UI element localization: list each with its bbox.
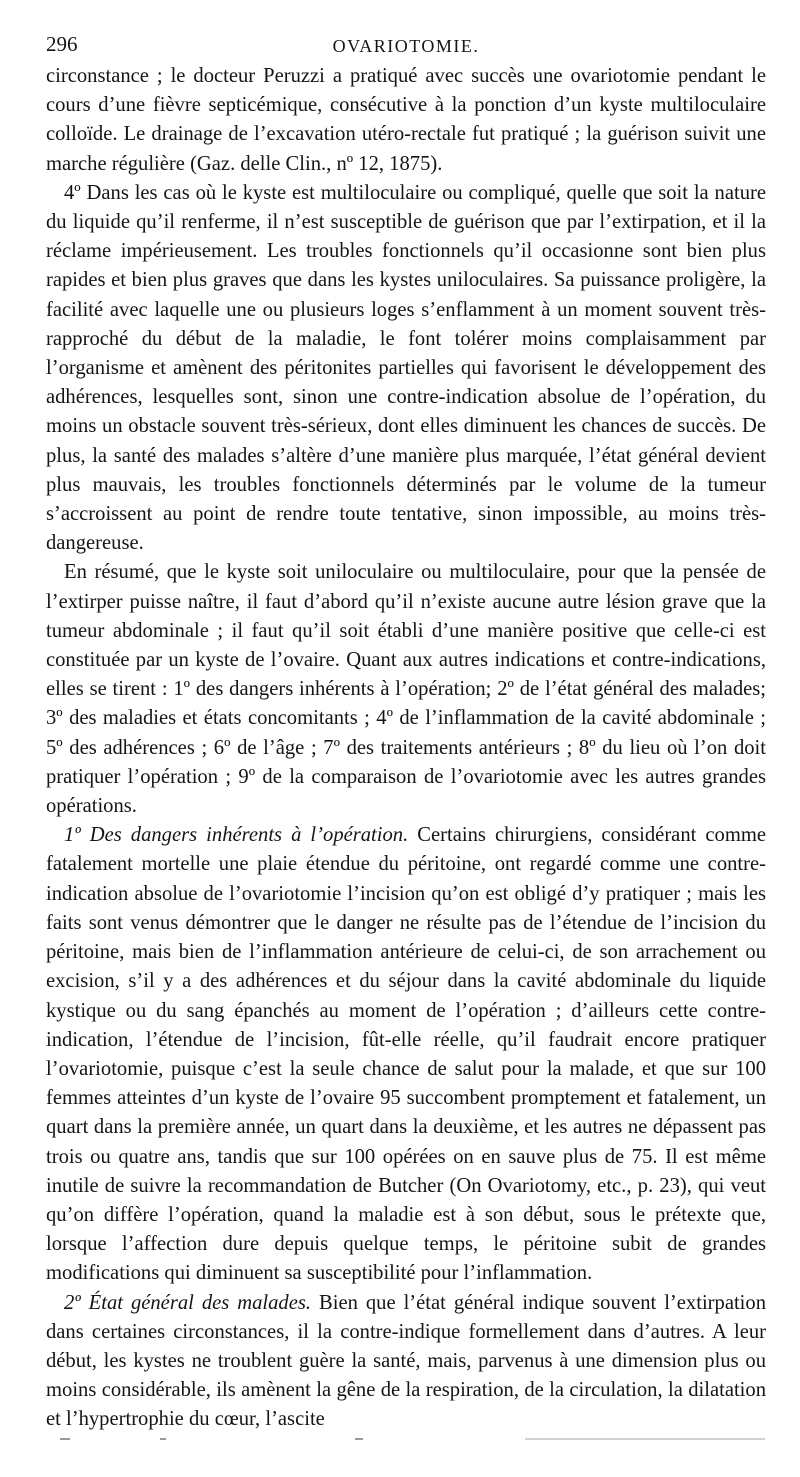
scan-artifact-marks [60,1438,760,1442]
book-page [46,26,766,1435]
paragraph-text: Bien que l’état général indique souvent l’extirpation dans certaines circonstances, il la contre-indique formellement dans d’autres. A leur début, les kystes ne troublent guère la santé, mais, parvenus à une dimension plus ou moins considérable, ils amènent la gêne de la respiration, de la circulation, la dilatation et l’hypertrophie du cœur, l’ascite [46,1291,766,1431]
section-heading: 2º État général des malades. [64,1291,312,1314]
paragraph-dangers [46,821,766,1288]
paragraph-text: En résumé, que le kyste soit uniloculaire ou multiloculaire, pour que la pensée de l’extirper puisse naître, il faut d’abord qu’il n’existe aucune autre lésion grave que la tumeur abdominale ; il faut qu’il soit établi d’une manière positive que celle-ci est constituée par un kyste de l’ovaire. Quant aux autres indications et contre-indications, elles se tirent : 1º des dangers inhérents à l’opération; 2º de l’état général des malades; 3º des maladies et états concomitants ; 4º de l’inflammation de la cavité abdominale ; 5º des adhérences ; 6º de l’âge ; 7º des traitements antérieurs ; 8º du lieu où l’on doit pratiquer l’opération ; 9º de la comparaison de l’ovariotomie avec les autres grandes opérations. [46,561,766,818]
paragraph-text: Certains chirurgiens, considérant comme fatalement mortelle une plaie étendue du péritoine, ont regardé comme une contre-indication absolue de l’ovariotomie l’incision qu’on est obligé d’y pratiquer ; mais les faits sont venus démontrer que le danger ne résulte pas de l’étendue de l’incision du péritoine, mais bien de l’inflammation antérieure de celui-ci, de son arrachement ou excision, s’il y a des adhérences et du séjour dans la cavité abdominale du liquide kystique ou du sang épanchés au moment de l’opération ; d’ailleurs cette contre-indication, l’étendue de l’incision, fût-elle réelle, qu’il faudrait encore pratiquer l’ovariotomie, puisque c’est la seule chance de salut pour la malade, et que sur 100 femmes atteintes d’un kyste de l’ovaire 95 succombent promptement et fatalement, un quart dans la première année, un quart dans la deuxième, et les autres ne dépassent pas trois ou quatre ans, tandis que sur 100 opérées on en sauve plus de 75. Il est même inutile de suivre la recommandation de Butcher (On Ovariotomy, etc., p. 23), qui veut qu’on diffère l’opération, quand la maladie est à son début, sous le prétexte que, lorsque l’affection dure depuis quelque temps, le péritoine subit de grandes modifications qui diminuent sa susceptibilité pour l’inflammation. [46,824,766,1285]
paragraph-general-state [46,1289,766,1435]
running-head [46,26,766,62]
section-heading: 1º Des dangers inhérents à l’opération. [64,824,409,847]
paragraph-continuation [46,62,766,179]
paragraph-summary [46,558,766,821]
body-text [46,62,766,1435]
paragraph-multilocular-cysts [46,179,766,559]
running-title: OVARIOTOMIE. [332,36,480,56]
page-number: 296 [46,32,78,56]
paragraph-text: 4º Dans les cas où le kyste est multiloculaire ou compliqué, quelle que soit la nature du liquide qu’il renferme, il n’est susceptible de guérison que par l’extirpation, et il la réclame impérieusement. Les troubles fonctionnels qu’il occasionne sont bien plus rapides et bien plus graves que dans les kystes uniloculaires. Sa puissance proligère, la facilité avec laquelle une ou plusieurs loges s’enflamment à un moment souvent très-rapproché du début de la maladie, le font tolérer moins complaisamment par l’organisme et amènent des péritonites partielles qui favorisent le développement des adhérences, lesquelles sont, sinon une contre-indication absolue de l’opération, du moins un obstacle souvent très-sérieux, dont elles diminuent les chances de succès. De plus, la santé des malades s’altère d’une manière plus marquée, l’état général devient plus mauvais, les troubles fonctionnels déterminés par le volume de la tumeur s’accroissent au point de rendre toute tentative, sinon impossible, au moins très-dangereuse. [46,181,766,555]
paragraph-text: circonstance ; le docteur Peruzzi a pratiqué avec succès une ovariotomie pendant le cours d’une fièvre septicémique, consécutive à la ponction d’un kyste multiloculaire colloïde. Le drainage de l’excavation utéro-rectale fut pratiqué ; la guérison suivit une marche régulière (Gaz. delle Clin., nº 12, 1875). [46,65,766,175]
